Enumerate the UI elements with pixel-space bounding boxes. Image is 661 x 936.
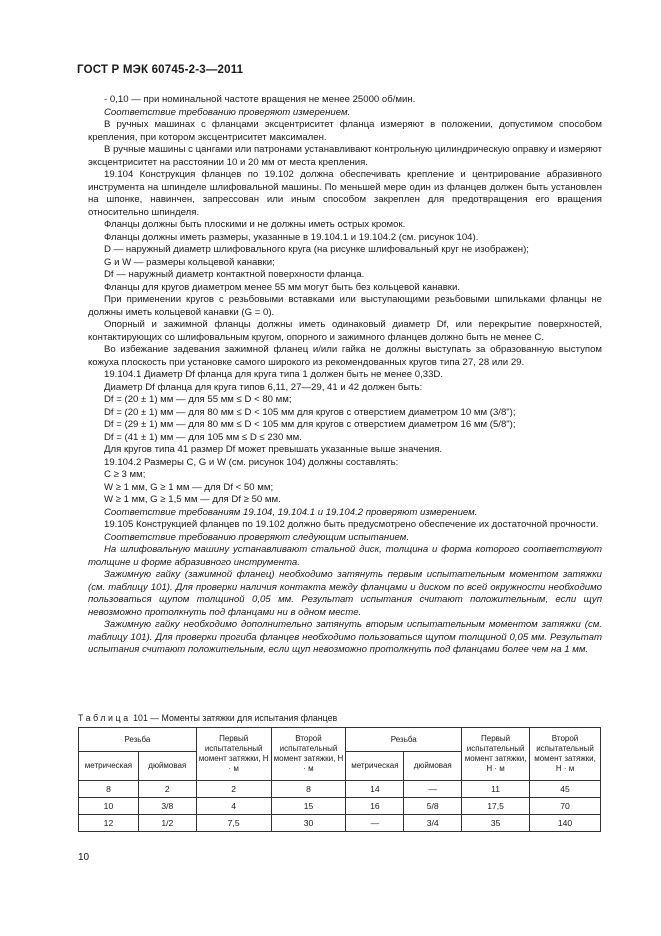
torque-table	[78, 727, 601, 832]
thread-header: Резьба	[346, 728, 462, 752]
paragraph: Фланцы должны быть плоскими и не должны иметь острых кромок.	[104, 219, 406, 230]
paragraph: 19.104.2 Размеры C, G и W (см. рисунок 104) должны составлять:	[104, 456, 399, 468]
table-cell: 30	[271, 815, 346, 832]
paragraph: W ≥ 1 мм, G ≥ 1,5 мм — для Df ≥ 50 мм.	[104, 494, 281, 505]
table-cell: —	[404, 781, 462, 798]
paragraph: 19.104.1 Диаметр Df фланца для круга типа 1 должен быть не менее 0,33D.	[104, 369, 444, 380]
paragraph: Df — наружный диаметр контактной поверхности фланца.	[104, 269, 365, 280]
table-cell: 14	[346, 781, 404, 798]
thread-header: Резьба	[79, 728, 197, 752]
table-cell: 8	[271, 781, 346, 798]
table-cell: 2	[196, 781, 271, 798]
paragraph: Соответствие требованию проверяют измерением.	[104, 106, 351, 118]
paragraph: Опорный и зажимной фланцы должны иметь одинаковый диаметр Df, или перекрытие поверхностей, контактирующих со шлифовальным кругом, опорного и зажимного фланцев должно быть не менее C.	[88, 319, 602, 343]
second-torque-header: Второй испытательный момент затяжки, Н · м	[271, 728, 346, 781]
paragraph: G и W — размеры кольцевой канавки;	[104, 256, 275, 268]
table-cell: 45	[530, 781, 601, 798]
paragraph: - 0,10 — при номинальной частоте вращения не менее 25000 об/мин.	[104, 94, 416, 105]
inch-header: дюймовая	[138, 752, 196, 781]
table-cell: 10	[79, 798, 139, 815]
table-caption	[78, 713, 337, 723]
paragraph: При применении кругов с резьбовыми вставками или выступающими резьбовыми шпильками фланцы не должны иметь кольцевой канавки (G = 0).	[88, 294, 602, 318]
body-text	[88, 94, 602, 657]
table-row	[79, 815, 601, 832]
paragraph: 19.104 Конструкция фланцев по 19.102 должна обеспечивать крепление и центрирование абразивного инструмента на шпинделе шлифовальной машины. По меньшей мере один из фланцев должен быть установлен на шпонке, навинчен, запрессован или иным способом закреплен для предотвращения его вращения относительно шпинделя.	[88, 169, 602, 218]
paragraph: Диаметр Df фланца для круга типов 6,11, 27—29, 41 и 42 должен быть:	[104, 381, 423, 393]
table-cell: 7,5	[196, 815, 271, 832]
paragraph: Зажимную гайку (зажимной фланец) необходимо затянуть первым испытательным моментом затяжки (см. таблицу 101). Для проверки наличия контакта между фланцами и диском по всей окружности необходимо пользоваться щупом толщиной 0,05 мм. Результат испытания считают положительным, если щуп невозможно протолкнуть под фланцами ни в одном месте.	[88, 569, 602, 618]
metric-header: метрическая	[79, 752, 139, 781]
table-cell: 11	[462, 781, 530, 798]
table-cell: 3/4	[404, 815, 462, 832]
paragraph: Соответствие требованиям 19.104, 19.104.1 и 19.104.2 проверяют измерением.	[104, 506, 478, 518]
page-number: 10	[78, 852, 90, 863]
second-torque-header: Второй испытательный момент затяжки, Н · м	[530, 728, 601, 781]
table-cell: —	[346, 815, 404, 832]
paragraph: Фланцы должны иметь размеры, указанные в 19.104.1 и 19.104.2 (см. рисунок 104).	[104, 231, 479, 243]
table-cell: 5/8	[404, 798, 462, 815]
paragraph: Зажимную гайку необходимо дополнительно затянуть вторым испытательным моментом затяжки (см. таблицу 101). Для проверки прогиба фланцев необходимо пользоваться щупом толщиной 0,05 мм. Результат испытания считают положительным, если щуп невозможно протолкнуть под фланцами более чем на 1 мм.	[88, 619, 602, 655]
paragraph: W ≥ 1 мм, G ≥ 1 мм — для Df < 50 мм;	[104, 481, 274, 493]
table-cell: 2	[138, 781, 196, 798]
table-cell: 12	[79, 815, 139, 832]
table-cell: 140	[530, 815, 601, 832]
paragraph: C ≥ 3 мм;	[104, 469, 146, 480]
paragraph: Df = (41 ± 1) мм — для 105 мм ≤ D ≤ 230 мм.	[104, 431, 302, 443]
paragraph: Соответствие требованию проверяют следующим испытанием.	[104, 531, 410, 543]
paragraph: Фланцы для кругов диаметром менее 55 мм могут быть без кольцевой канавки.	[104, 281, 461, 293]
table-row	[79, 798, 601, 815]
table-caption-title: 101 — Моменты затяжки для испытания фланцев	[133, 713, 338, 723]
inch-header: дюймовая	[404, 752, 462, 781]
table-cell: 17,5	[462, 798, 530, 815]
table-row	[79, 781, 601, 798]
table-cell: 16	[346, 798, 404, 815]
first-torque-header: Первый испытательный момент затяжки, Н · м	[462, 728, 530, 781]
table-cell: 15	[271, 798, 346, 815]
paragraph: Во избежание задевания зажимной фланец и/или гайка не должны выступать за образованную выступом кожуха плоскость при установке самого широкого из рекомендованных кругов типа 27, 28 или 29.	[88, 344, 602, 368]
paragraph: Df = (20 ± 1) мм — для 55 мм ≤ D < 80 мм;	[104, 394, 292, 405]
paragraph: На шлифовальную машину устанавливают стальной диск, толщина и форма которого соответствуют толщине и форме абразивного инструмента.	[88, 544, 602, 568]
document-header: ГОСТ Р МЭК 60745-2-3—2011	[77, 64, 244, 76]
first-torque-header: Первый испытательный момент затяжки, Н · м	[196, 728, 271, 781]
table-cell: 3/8	[138, 798, 196, 815]
table-cell: 8	[79, 781, 139, 798]
paragraph: Для кругов типа 41 размер Df может превышать указанные выше значения.	[104, 444, 443, 455]
paragraph: D — наружный диаметр шлифовального круга (на рисунке шлифовальный круг не изображен);	[104, 244, 529, 255]
paragraph: В ручных машинах с фланцами эксцентриситет фланца измеряют в положении, допустимом способом крепления, при котором эксцентриситет максимален.	[88, 119, 602, 143]
table-cell: 1/2	[138, 815, 196, 832]
paragraph: Df = (20 ± 1) мм — для 80 мм ≤ D < 105 мм для кругов с отверстием диаметром 10 мм (3/8");	[104, 406, 516, 418]
table-caption-label: Таблица	[78, 713, 131, 723]
table-cell: 35	[462, 815, 530, 832]
paragraph: 19.105 Конструкцией фланцев по 19.102 должно быть предусмотрено обеспечение их достаточной прочности.	[104, 519, 599, 530]
paragraph: В ручные машины с цангами или патронами устанавливают контрольную цилиндрическую оправку и измеряют эксцентриситет на расстоянии 10 и 20 мм от места крепления.	[88, 144, 602, 168]
paragraph: Df = (29 ± 1) мм — для 80 мм ≤ D < 105 мм для кругов с отверстием диаметром 16 мм (5/8");	[104, 419, 516, 430]
metric-header: метрическая	[346, 752, 404, 781]
table-cell: 70	[530, 798, 601, 815]
table-cell: 4	[196, 798, 271, 815]
